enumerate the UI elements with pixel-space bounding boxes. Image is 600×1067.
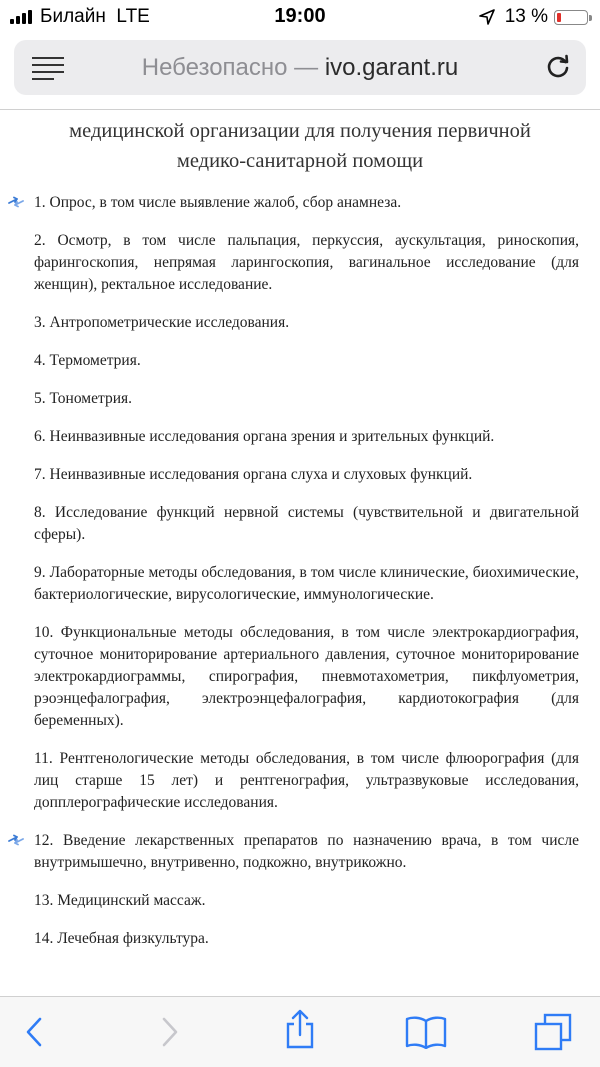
list-item-text: 13. Медицинский массаж. [34,892,206,909]
reload-icon[interactable] [544,53,572,81]
list-item-text: 2. Осмотр, в том числе пальпация, перкуссия, аускультация, риноскопия, фарингоскопия, непрямая ларингоскопия, вагинальное исследование (для женщин), ректальное исследование. [34,232,579,293]
document-heading: медицинской организации для получения первичной медико-санитарной помощи [69,120,531,172]
battery-icon [554,10,588,25]
network-type: LTE [116,6,150,27]
list-item [34,830,579,874]
address-bar[interactable] [14,40,586,95]
battery-fill [557,13,561,22]
list-item [34,388,579,410]
browser-toolbar [0,996,600,1067]
security-warning: Небезопасно — [141,54,319,81]
list-item-text: 8. Исследование функций нервной системы (чувствительной и двигательной сферы). [34,504,579,543]
page-content[interactable] [0,110,600,996]
list-item [34,350,579,372]
battery-percent: 13 % [504,6,548,27]
carrier-name: Билайн [40,6,106,27]
url-host: ivo.garant.ru [324,54,459,81]
list-item-text: 4. Термометрия. [34,352,141,369]
list-item [34,502,579,546]
change-arrows-icon[interactable] [8,196,24,208]
list-item-text: 14. Лечебная физкультура. [34,930,209,947]
list-item-text: 12. Введение лекарственных препаратов по назначению врача, в том числе внутримышечно, внутривенно, подкожно, внутрикожно. [34,832,579,871]
list-item [34,230,579,296]
url-text[interactable] [74,54,526,82]
list-item-text: 9. Лабораторные методы обследования, в том числе клинические, биохимические, бактериологические, вирусологические, иммунологические. [34,564,579,603]
list-item [34,426,579,448]
back-icon[interactable] [18,1015,52,1049]
list-item [34,622,579,732]
list-item-text: 11. Рентгенологические методы обследования, в том числе флюорография (для лиц старше 15 лет) и рентгенография, ультразвуковые исследования, допплерографические исследования. [34,750,579,811]
list-item [34,748,579,814]
list-item [34,192,579,214]
list-item-text: 5. Тонометрия. [34,390,133,407]
status-right [479,6,588,28]
share-icon[interactable] [283,1009,317,1049]
menu-icon[interactable] [32,57,64,79]
status-bar [0,0,600,34]
document-list [34,192,579,966]
list-item-text: 7. Неинвазивные исследования органа слуха и слуховых функций. [34,466,473,483]
list-item [34,312,579,334]
list-item [34,890,579,912]
list-item-text: 10. Функциональные методы обследования, в том числе электрокардиография, суточное мониторирование артериального давления, суточное мониторирование электрокардиограммы, спирография, пневмотахометрия, пикфлуометрия, рэоэнцефалография, электроэнцефалография, кардиотокография (для беременных). [34,624,579,729]
list-item [34,928,579,950]
forward-icon[interactable] [152,1015,186,1049]
list-item [34,562,579,606]
list-item-text: 3. Антропометрические исследования. [34,314,290,331]
list-item [34,464,579,486]
list-item-text: 6. Неинвазивные исследования органа зрения и зрительных функций. [34,428,495,445]
clock: 19:00 [274,5,326,27]
change-arrows-icon[interactable] [8,834,24,846]
location-arrow-icon [479,9,495,25]
list-item-text: 1. Опрос, в том числе выявление жалоб, сбор анамнеза. [34,194,402,211]
bookmarks-icon[interactable] [404,1015,448,1049]
tabs-icon[interactable] [534,1013,572,1051]
